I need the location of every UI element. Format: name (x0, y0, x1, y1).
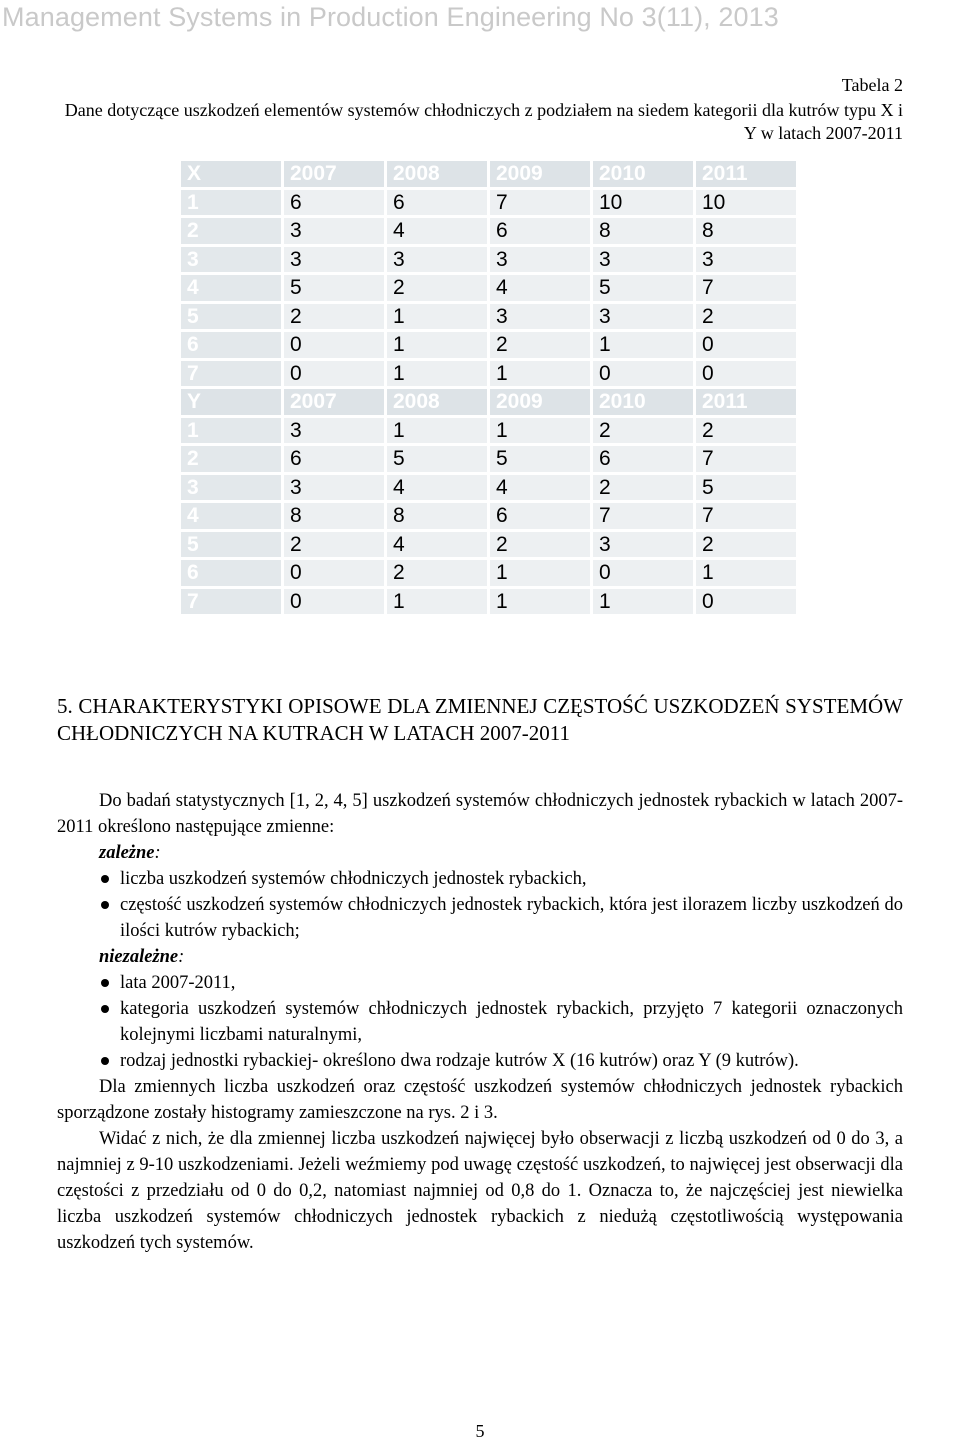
table-cell: 6 (181, 560, 281, 586)
table-cell: 4 (181, 503, 281, 529)
table-cell: 2 (181, 218, 281, 244)
table-cell: 2 (696, 418, 796, 444)
table-x-header (181, 161, 796, 187)
table-row (181, 361, 796, 387)
independent-heading: niezależne: (99, 947, 185, 967)
table-cell: 5 (387, 446, 487, 472)
table-cell: 1 (181, 190, 281, 216)
table-y-header-cell: 2009 (490, 389, 590, 415)
table-cell: 0 (696, 361, 796, 387)
table-cell: 2 (490, 332, 590, 358)
body-text (57, 788, 903, 1256)
table-cell: 0 (284, 332, 384, 358)
table-cell: 1 (696, 560, 796, 586)
table-cell: 2 (593, 475, 693, 501)
table-cell: 8 (593, 218, 693, 244)
table-cell: 6 (181, 332, 281, 358)
table-cell: 3 (593, 247, 693, 273)
table-x-header-cell: 2010 (593, 161, 693, 187)
table-y-header-cell: 2011 (696, 389, 796, 415)
table-cell: 3 (284, 418, 384, 444)
table-cell: 2 (387, 275, 487, 301)
list-item: liczba uszkodzeń systemów chłodniczych jednostek rybackich, (57, 866, 903, 892)
table-cell: 5 (490, 446, 590, 472)
table-cell: 4 (181, 275, 281, 301)
table-cell: 3 (490, 247, 590, 273)
table-cell: 10 (696, 190, 796, 216)
table-cell: 7 (490, 190, 590, 216)
table-x-header-cell: 2008 (387, 161, 487, 187)
independent-label: niezależne (99, 947, 179, 967)
table-cell: 0 (593, 361, 693, 387)
table-cell: 5 (696, 475, 796, 501)
section-title: 5. CHARAKTERYSTYKI OPISOWE DLA ZMIENNEJ CZĘSTOŚĆ USZKODZEŃ SYSTEMÓW CHŁODNICZYCH NA KUTRACH W LATACH 2007-2011 (57, 694, 903, 745)
table-cell: 5 (181, 304, 281, 330)
table-cell: 0 (284, 560, 384, 586)
table-caption: Dane dotyczące uszkodzeń elementów systemów chłodniczych z podziałem na siedem kategorii dla kutrów typu X i Y w latach 2007-2011 (64, 100, 903, 143)
page-number: 5 (475, 1421, 485, 1441)
table-cell: 8 (387, 503, 487, 529)
table-cell: 6 (284, 190, 384, 216)
table-y-header-cell: 2008 (387, 389, 487, 415)
table-cell: 3 (593, 532, 693, 558)
table-cell: 8 (696, 218, 796, 244)
table-cell: 2 (696, 532, 796, 558)
paragraph: Dla zmiennych liczba uszkodzeń oraz częstość uszkodzeń systemów chłodniczych jednostek rybackich sporządzone zostały histogramy zamieszczone na rys. 2 i 3. (57, 1077, 903, 1123)
table-row (181, 418, 796, 444)
table-cell: 3 (284, 218, 384, 244)
table-x-header-cell: X (181, 161, 281, 187)
table-cell: 10 (593, 190, 693, 216)
table-row (181, 304, 796, 330)
table-cell: 5 (593, 275, 693, 301)
table-x-header-cell: 2011 (696, 161, 796, 187)
table-cell: 4 (387, 218, 487, 244)
table-row (181, 589, 796, 615)
table-cell: 1 (490, 361, 590, 387)
table-cell: 3 (387, 247, 487, 273)
table-cell: 3 (181, 247, 281, 273)
table-cell: 4 (387, 475, 487, 501)
table-cell: 2 (593, 418, 693, 444)
table-y-header-cell: Y (181, 389, 281, 415)
table-row (181, 247, 796, 273)
table-row (181, 560, 796, 586)
table-cell: 6 (387, 190, 487, 216)
table-cell: 7 (696, 275, 796, 301)
table-row (181, 332, 796, 358)
table-cell: 0 (696, 589, 796, 615)
table-cell: 2 (387, 560, 487, 586)
table-row (181, 275, 796, 301)
table-cell: 5 (284, 275, 384, 301)
dependent-heading: zależne: (99, 843, 161, 863)
journal-header: Management Systems in Production Engineering No 3(11), 2013 (2, 2, 779, 32)
paragraph: Widać z nich, że dla zmiennej liczba uszkodzeń najwięcej było obserwacji z liczbą uszkodzeń od 0 do 3, a najmniej z 9-10 uszkodzeniami. Jeżeli weźmiemy pod uwagę częstość uszkodzeń, to najwięcej jest obserwacji dla częstości z przedziału od 0 do 0,2, natomiast najmniej od 0,8 do 1. Oznacza to, że najczęściej jest niewielka liczba uszkodzeń systemów chłodniczych jednostek rybackich z niedużą częstotliwością występowania uszkodzeń tych systemów. (57, 1129, 903, 1253)
table-cell: 7 (181, 361, 281, 387)
table-cell: 3 (284, 475, 384, 501)
table-row (181, 218, 796, 244)
table-cell: 0 (696, 332, 796, 358)
table-cell: 6 (284, 446, 384, 472)
table-cell: 1 (593, 332, 693, 358)
list-item: częstość uszkodzeń systemów chłodniczych jednostek rybackich, która jest ilorazem liczby uszkodzeń do ilości kutrów rybackich; (57, 892, 903, 944)
table-cell: 2 (284, 304, 384, 330)
table-cell: 2 (181, 446, 281, 472)
table-cell: 8 (284, 503, 384, 529)
table-cell: 5 (181, 532, 281, 558)
table-cell: 1 (387, 304, 487, 330)
table-cell: 4 (387, 532, 487, 558)
table-cell: 4 (490, 275, 590, 301)
table-cell: 1 (387, 589, 487, 615)
table-y-header (181, 389, 796, 415)
table-x-header-cell: 2009 (490, 161, 590, 187)
independent-list (57, 970, 903, 1074)
list-item: rodzaj jednostki rybackiej- określono dwa rodzaje kutrów X (16 kutrów) oraz Y (9 kutrów). (57, 1048, 903, 1074)
table-cell: 0 (284, 589, 384, 615)
dependent-list (57, 866, 903, 944)
table-cell: 6 (490, 503, 590, 529)
table-cell: 1 (181, 418, 281, 444)
table-label: Tabela 2 (841, 75, 903, 95)
table-cell: 3 (284, 247, 384, 273)
table-row (181, 503, 796, 529)
table-cell: 0 (284, 361, 384, 387)
table-cell: 7 (696, 446, 796, 472)
table-cell: 1 (490, 560, 590, 586)
table-cell: 3 (490, 304, 590, 330)
list-item: lata 2007-2011, (57, 970, 903, 996)
table-cell: 1 (387, 361, 487, 387)
table-cell: 6 (593, 446, 693, 472)
table-cell: 7 (593, 503, 693, 529)
table-cell: 7 (696, 503, 796, 529)
table-row (181, 446, 796, 472)
table-cell: 2 (490, 532, 590, 558)
list-item: kategoria uszkodzeń systemów chłodniczych jednostek rybackich, przyjęto 7 kategorii oznaczonych kolejnymi liczbami naturalnymi, (57, 996, 903, 1048)
dependent-label: zależne (99, 843, 155, 863)
table-row (181, 475, 796, 501)
table-cell: 1 (593, 589, 693, 615)
failure-data-table (178, 158, 799, 617)
table-y-header-cell: 2007 (284, 389, 384, 415)
table-y-header-cell: 2010 (593, 389, 693, 415)
table-cell: 1 (387, 418, 487, 444)
table-x-header-cell: 2007 (284, 161, 384, 187)
table-cell: 3 (696, 247, 796, 273)
table-cell: 1 (490, 589, 590, 615)
table-cell: 0 (593, 560, 693, 586)
table-cell: 2 (696, 304, 796, 330)
table-row (181, 190, 796, 216)
table-cell: 4 (490, 475, 590, 501)
intro-paragraph: Do badań statystycznych [1, 2, 4, 5] uszkodzeń systemów chłodniczych jednostek rybackich w latach 2007-2011 określono następujące zmienne: (57, 791, 903, 837)
table-cell: 1 (387, 332, 487, 358)
table-cell: 1 (490, 418, 590, 444)
table-cell: 6 (490, 218, 590, 244)
table-cell: 3 (593, 304, 693, 330)
table-cell: 2 (284, 532, 384, 558)
table-cell: 3 (181, 475, 281, 501)
table-cell: 7 (181, 589, 281, 615)
table-row (181, 532, 796, 558)
